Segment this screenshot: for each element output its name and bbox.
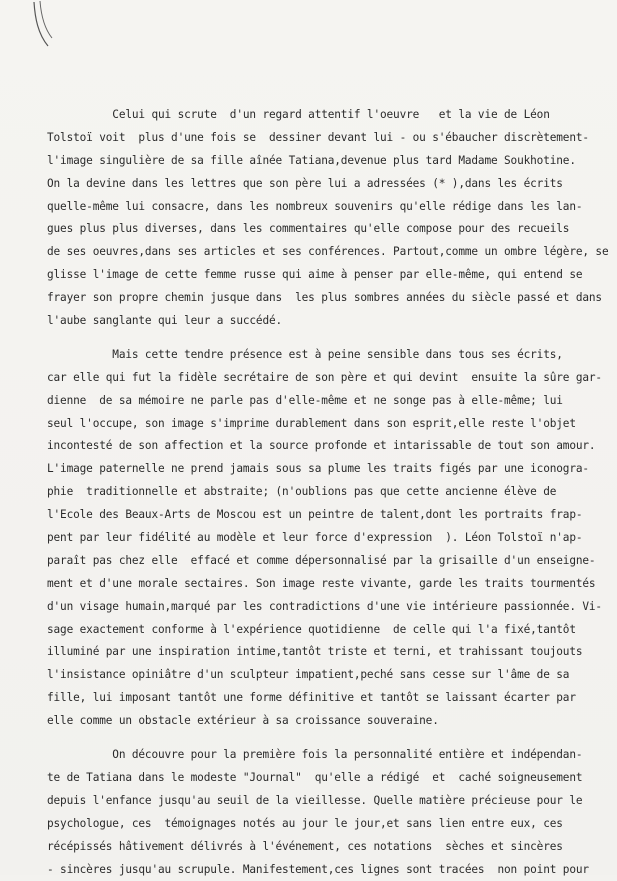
text-line: On découvre pour la première fois la personnalité entière et indépendan- [47, 744, 587, 767]
text-line: paraît pas chez elle effacé et comme dépersonnalisé par la grisaille d'un enseigne- [47, 550, 587, 573]
text-line: elle comme un obstacle extérieur à sa croissance souveraine. [47, 710, 587, 733]
text-line: l'aube sanglante qui leur a succédé. [47, 310, 587, 333]
text-line: récépissés hâtivement délivrés à l'événement, ces notations sèches et sincères [47, 836, 587, 859]
text-line: gues plus plus diverses, dans les commentaires qu'elle compose pour des recueils [47, 218, 587, 241]
text-line: L'image paternelle ne prend jamais sous sa plume les traits figés par une iconogra- [47, 458, 587, 481]
text-line: car elle qui fut la fidèle secrétaire de son père et qui devint ensuite la sûre gar- [47, 367, 587, 390]
text-line: l'image singulière de sa fille aînée Tatiana,devenue plus tard Madame Soukhotine. [47, 150, 587, 173]
paragraph-gap [47, 733, 587, 744]
text-line: fille, lui imposant tantôt une forme définitive et tantôt se laissant écarter par [47, 687, 587, 710]
text-line: ment et d'une morale sectaires. Son image reste vivante, garde les traits tourmentés [47, 573, 587, 596]
text-line: On la devine dans les lettres que son père lui a adressées (* ),dans les écrits [47, 173, 587, 196]
text-line: Celui qui scrute d'un regard attentif l'oeuvre et la vie de Léon [47, 104, 587, 127]
text-line: pent par leur fidélité au modèle et leur force d'expression ). Léon Tolstoï n'ap- [47, 527, 587, 550]
text-line: - sincères jusqu'au scrupule. Manifestement,ces lignes sont tracées non point pour [47, 859, 587, 881]
text-line: l'insistance opiniâtre d'un sculpteur impatient,peché sans cesse sur l'âme de sa [47, 664, 587, 687]
text-line: dienne de sa mémoire ne parle pas d'elle-même et ne songe pas à elle-même; lui [47, 390, 587, 413]
text-line: l'Ecole des Beaux-Arts de Moscou est un peintre de talent,dont les portraits frap- [47, 504, 587, 527]
paragraph-gap [47, 333, 587, 344]
text-line: psychologue, ces témoignages notés au jour le jour,et sans lien entre eux, ces [47, 813, 587, 836]
text-line: frayer son propre chemin jusque dans les plus sombres années du siècle passé et dans [47, 287, 587, 310]
text-line: quelle-même lui consacre, dans les nombreux souvenirs qu'elle rédige dans les lan- [47, 196, 587, 219]
text-line: Mais cette tendre présence est à peine sensible dans tous ses écrits, [47, 344, 587, 367]
text-line: illuminé par une inspiration intime,tantôt triste et terni, et trahissant toujouts [47, 641, 587, 664]
text-line: Tolstoï voit plus d'une fois se dessiner devant lui - ou s'ébaucher discrètement- [47, 127, 587, 150]
typed-text-body [47, 104, 587, 881]
text-line: phie traditionnelle et abstraite; (n'oublions pas que cette ancienne élève de [47, 481, 587, 504]
text-line: d'un visage humain,marqué par les contradictions d'une vie intérieure passionnée. Vi- [47, 596, 587, 619]
text-line: incontesté de son affection et la source profonde et intarissable de tout son amour. [47, 435, 587, 458]
paragraph [47, 104, 587, 333]
text-line: te de Tatiana dans le modeste "Journal" qu'elle a rédigé et caché soigneusement [47, 767, 587, 790]
text-line: depuis l'enfance jusqu'au seuil de la vieillesse. Quelle matière précieuse pour le [47, 790, 587, 813]
text-line: sage exactement conforme à l'expérience quotidienne de celle qui l'a fixé,tantôt [47, 619, 587, 642]
paragraph [47, 344, 587, 733]
text-line: seul l'occupe, son image s'imprime durablement dans son esprit,elle reste l'objet [47, 413, 587, 436]
text-line: de ses oeuvres,dans ses articles et ses conférences. Partout,comme un ombre légère, se [47, 241, 587, 264]
text-line: glisse l'image de cette femme russe qui aime à penser par elle-même, qui entend se [47, 264, 587, 287]
paragraph [47, 744, 587, 881]
pencil-mark-icon [28, 0, 68, 60]
